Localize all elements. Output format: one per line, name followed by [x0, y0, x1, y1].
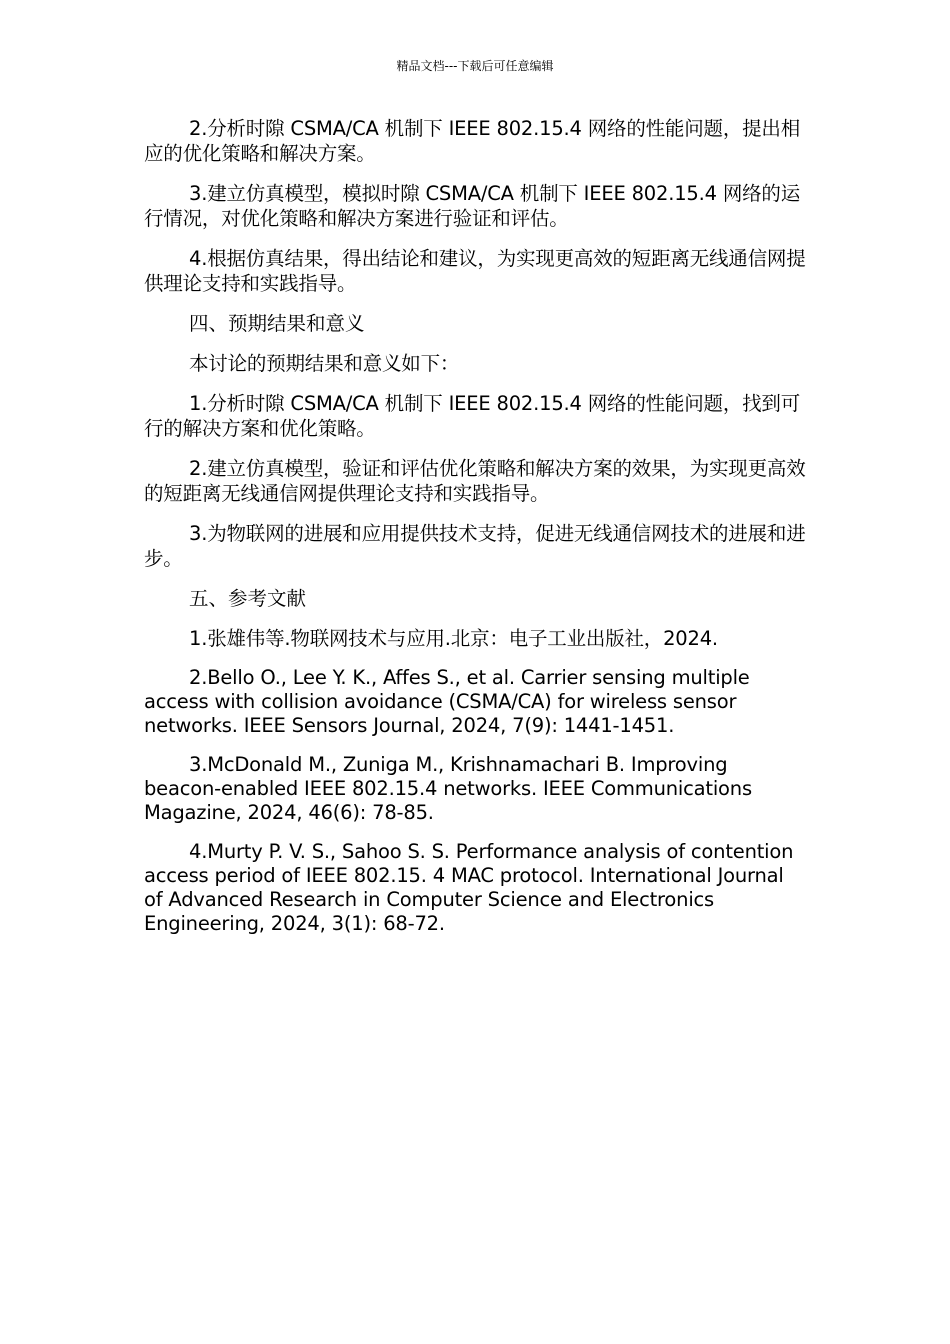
- list-item: 1.分析时隙 CSMA/CA 机制下 IEEE 802.15.4 网络的性能问题，找到可行的解决方案和优化策略。: [144, 392, 801, 440]
- section-intro: 本讨论的预期结果和意义如下：: [189, 352, 460, 375]
- reference-item: 4.Murty P. V. S., Sahoo S. S. Performance analysis of contention access period of IEEE 802.15. 4 MAC protocol. International Journal of Advanced Research in Computer Science and Electronics Engineering, 2024, 3(1): 68-72.: [144, 840, 794, 935]
- list-item: 4.根据仿真结果，得出结论和建议，为实现更高效的短距离无线通信网提供理论支持和实践指导。: [144, 247, 806, 295]
- list-item: 3.为物联网的进展和应用提供技术支持，促进无线通信网技术的进展和进步。: [144, 522, 806, 570]
- list-item: 3.建立仿真模型，模拟时隙 CSMA/CA 机制下 IEEE 802.15.4 网络的运行情况，对优化策略和解决方案进行验证和评估。: [144, 182, 801, 230]
- list-item: 2.分析时隙 CSMA/CA 机制下 IEEE 802.15.4 网络的性能问题，提出相应的优化策略和解决方案。: [144, 117, 801, 165]
- reference-item: 3.McDonald M., Zuniga M., Krishnamachari B. Improving beacon-enabled IEEE 802.15.4 networks. IEEE Communications Magazine, 2024, 46(6): 78-85.: [144, 753, 752, 824]
- reference-item: 1.张雄伟等.物联网技术与应用.北京：电子工业出版社，2024.: [189, 627, 718, 650]
- list-item: 2.建立仿真模型，验证和评估优化策略和解决方案的效果，为实现更高效的短距离无线通信网提供理论支持和实践指导。: [144, 457, 806, 505]
- section-heading-expected-results: 四、预期结果和意义: [189, 312, 365, 335]
- page-header: 精品文档---下载后可任意编辑: [396, 59, 554, 73]
- document-body: [144, 116, 808, 951]
- reference-item: 2.Bello O., Lee Y. K., Affes S., et al. Carrier sensing multiple access with collision avoidance (CSMA/CA) for wireless sensor networks. IEEE Sensors Journal, 2024, 7(9): 1441-1451.: [144, 666, 750, 737]
- section-heading-references: 五、参考文献: [189, 587, 307, 610]
